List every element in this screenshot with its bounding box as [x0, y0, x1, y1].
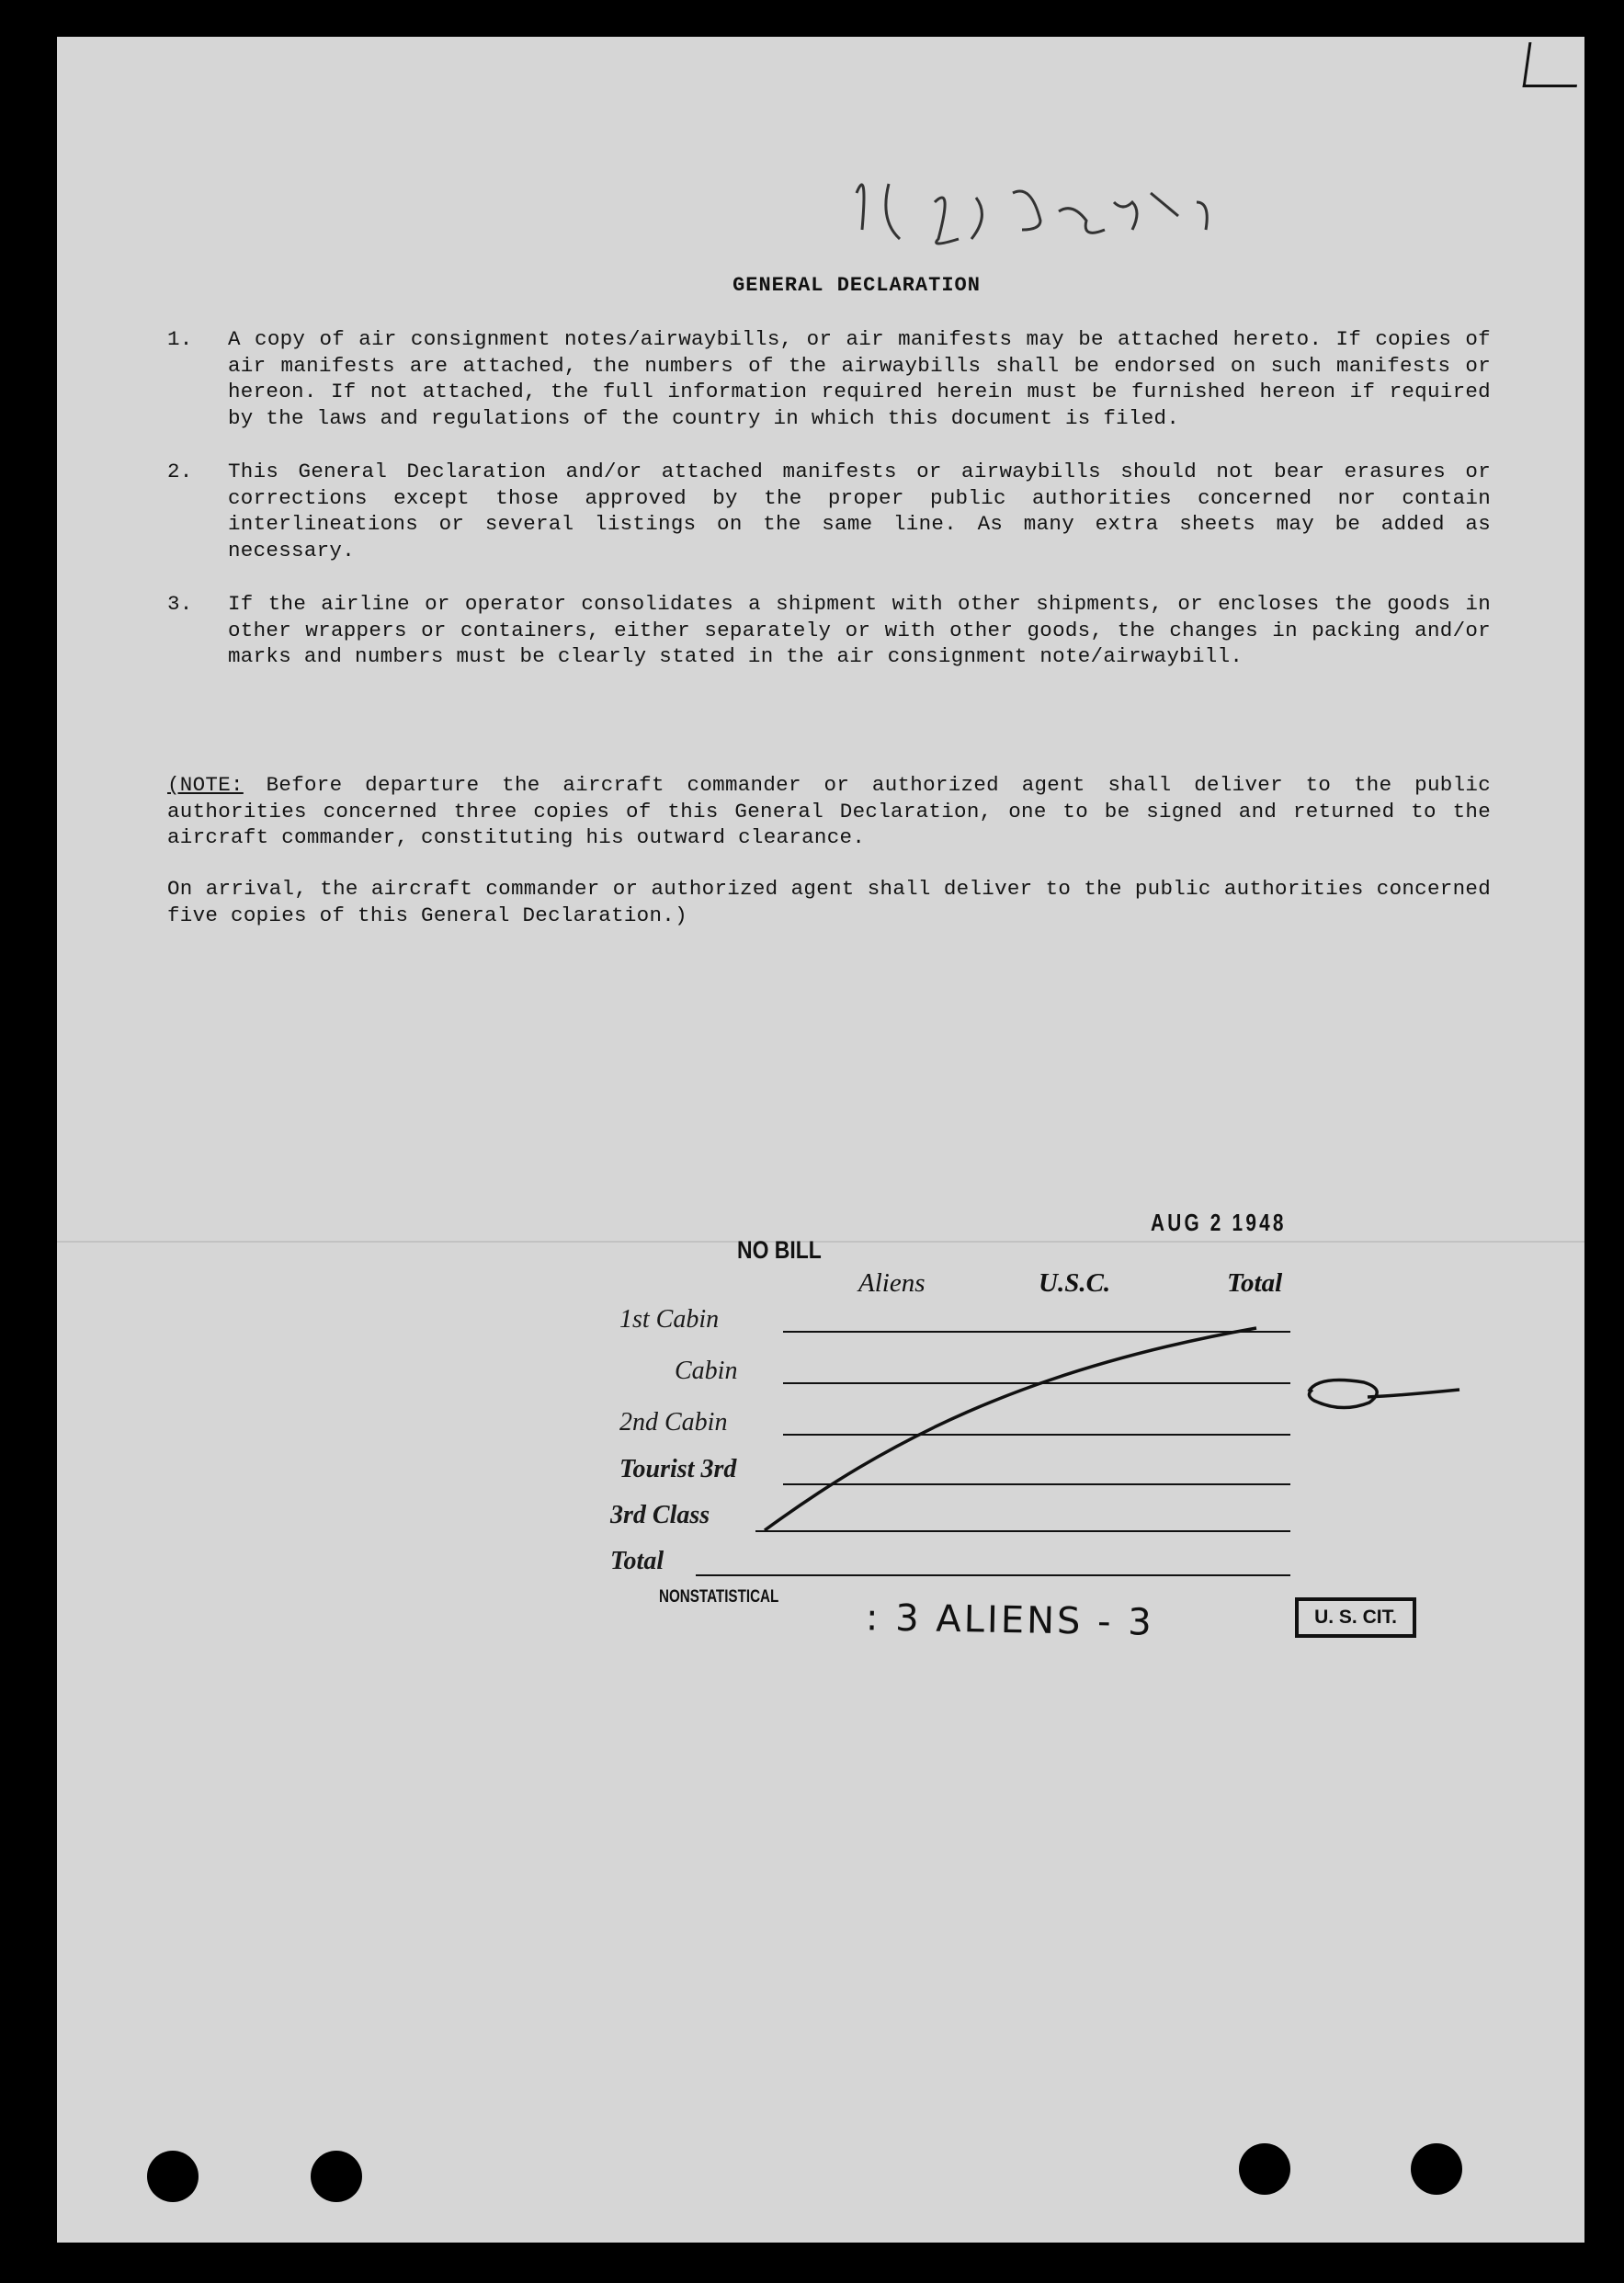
date-stamp: AUG 2 1948 [1151, 1209, 1287, 1236]
arrival-note: On arrival, the aircraft commander or authorized agent shall deliver to the public authorities concerned five copies of this General Declaration.) [167, 877, 1491, 927]
note-text: Before departure the aircraft commander or authorized agent shall deliver to the public authorities concerned three copies of this General Declaration, one to be signed and returned to the aircraft commander, constituting his outward clearance. [167, 773, 1491, 849]
paragraph-number: 1. [167, 327, 193, 351]
nonstatistical-stamp: NONSTATISTICAL [659, 1587, 779, 1607]
punch-hole [147, 2151, 199, 2202]
page-title: GENERAL DECLARATION [733, 274, 981, 297]
row-label-total: Total [610, 1547, 664, 1575]
document-page [57, 37, 1584, 2243]
column-aliens: Aliens [858, 1268, 926, 1298]
paragraph-text: A copy of air consignment notes/airwaybills, or air manifests may be attached hereto. If copies of air manifests are attached, the numbers of the airwaybills shall be endorsed on such manifests or hereon. If not attached, the full information required herein must be furnished hereon if required by the laws and regulations of the country in which this document is filed. [228, 327, 1491, 430]
pen-marks [57, 37, 1584, 2243]
zero-mark [1309, 1380, 1459, 1408]
paragraph-text: This General Declaration and/or attached manifests or airwaybills should not bear erasures or corrections except those approved by the proper public authorities concerned nor contain interlineations or several listings on the same line. As many extra sheets may be added as necessary. [228, 460, 1491, 562]
row-label-2nd-cabin: 2nd Cabin [619, 1408, 728, 1437]
no-bill-stamp: NO BILL [737, 1236, 822, 1264]
strike-line [765, 1328, 1256, 1530]
row-label-3rd-class: 3rd Class [610, 1501, 710, 1529]
paragraph-number: 3. [167, 592, 193, 616]
paragraph-text: If the airline or operator consolidates a shipment with other shipments, or encloses the goods in other wrappers or containers, either separately or with other goods, the changes in packing and/or marks and numbers must be clearly stated in the air consignment note/airwaybill. [228, 592, 1491, 668]
column-usc: U.S.C. [1039, 1268, 1111, 1298]
punch-hole [311, 2151, 362, 2202]
note-label: (NOTE: [167, 773, 244, 797]
corner-mark [1523, 42, 1584, 87]
row-label-1st-cabin: 1st Cabin [619, 1305, 720, 1334]
punch-hole [1239, 2143, 1290, 2195]
paragraph-number: 2. [167, 460, 193, 483]
column-total: Total [1227, 1268, 1283, 1298]
row-label-tourist-3rd: Tourist 3rd [619, 1455, 737, 1483]
punch-hole [1411, 2143, 1462, 2195]
us-cit-stamp: U. S. CIT. [1295, 1597, 1416, 1638]
handwritten-annotation: : 3 ALIENS - 3 [865, 1596, 1155, 1644]
row-label-cabin: Cabin [675, 1357, 738, 1385]
scribble-mark [857, 184, 1207, 244]
